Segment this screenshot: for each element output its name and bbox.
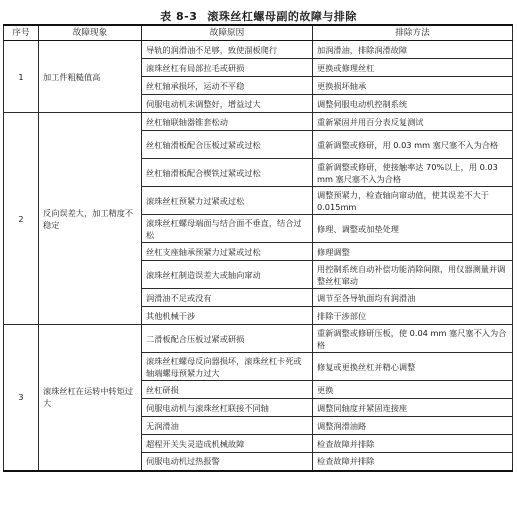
row-number: 3	[4, 325, 39, 471]
fault-cause: 滚珠丝杠有局部拉毛或研损	[142, 59, 313, 77]
fault-cause: 二滑板配合压板过紧或研损	[142, 325, 313, 353]
fault-fix: 重新调整或修研，用 0.03 mm 塞尺塞不入为合格	[313, 131, 513, 159]
fault-fix: 更换损坏轴承	[313, 77, 513, 95]
fault-cause: 丝杠轴联轴器锥套松动	[142, 113, 313, 131]
fault-fix: 检查故障并排除	[313, 435, 513, 453]
fault-cause: 丝杠轴承损坏，运动不平稳	[142, 77, 313, 95]
fault-cause: 丝杠支座轴承预紧力过紧或过松	[142, 243, 313, 261]
fault-cause: 导轨的润滑油不足够，致使溜板爬行	[142, 41, 313, 59]
fault-table	[3, 24, 513, 472]
fault-cause: 丝杠轴滑板配合压板过紧或过松	[142, 131, 313, 159]
table-row	[4, 113, 513, 131]
header-cause: 故障原因	[142, 25, 313, 41]
fault-cause: 润滑油不足或没有	[142, 289, 313, 307]
fault-fix: 重新紧固并用百分表反复测试	[313, 113, 513, 131]
table-caption	[0, 8, 517, 24]
fault-cause: 其他机械干涉	[142, 307, 313, 325]
fault-cause: 伺服电动机与滚珠丝杠联接不同轴	[142, 399, 313, 417]
row-number: 1	[4, 41, 39, 113]
fault-fix: 调整伺服电动机控制系统	[313, 95, 513, 113]
fault-fix: 调整同轴度并紧固连接座	[313, 399, 513, 417]
row-number: 2	[4, 113, 39, 325]
fault-fix: 更换	[313, 381, 513, 399]
fault-cause: 丝杠轴滑板配合楔铁过紧或过松	[142, 159, 313, 187]
fault-phenomenon: 反向误差大，加工精度不稳定	[39, 113, 142, 325]
fault-cause: 滚珠丝杠预紧力过紧或过松	[142, 187, 313, 215]
fault-fix: 调整预紧力，检查轴向窜动值，使其误差不大于 0.015mm	[313, 187, 513, 215]
fault-cause: 滚珠丝杠螺母端面与结合面不垂直，结合过松	[142, 215, 313, 243]
fault-fix: 检查故障并排除	[313, 453, 513, 471]
fault-cause: 伺服电动机未调整好，增益过大	[142, 95, 313, 113]
fault-cause: 无润滑油	[142, 417, 313, 435]
fault-phenomenon: 加工件粗糙值高	[39, 41, 142, 113]
fault-cause: 伺服电动机过热报警	[142, 453, 313, 471]
fault-fix: 用控制系统自动补偿功能消除间隙，用仪器测量并调整丝杠窜动	[313, 261, 513, 289]
fault-fix: 调整润滑油路	[313, 417, 513, 435]
fault-fix: 修理、调整或加垫处理	[313, 215, 513, 243]
fault-cause: 超程开关失灵造成机械故障	[142, 435, 313, 453]
fault-cause: 丝杠研损	[142, 381, 313, 399]
fault-fix: 重新调整或修研压板，使 0.04 mm 塞尺塞不入为合格	[313, 325, 513, 353]
table-title: 滚珠丝杠螺母副的故障与排除	[207, 10, 357, 23]
table-row	[4, 325, 513, 353]
fault-fix: 修复或更换丝杠并精心调整	[313, 353, 513, 381]
fault-fix: 修理调整	[313, 243, 513, 261]
header-phenomenon: 故障现象	[39, 25, 142, 41]
fault-fix: 排除干涉部位	[313, 307, 513, 325]
fault-phenomenon: 滚珠丝杠在运转中转矩过大	[39, 325, 142, 471]
fault-fix: 调节至各导轨面均有润滑油	[313, 289, 513, 307]
header-no: 序号	[4, 25, 39, 41]
header-fix: 排除方法	[313, 25, 513, 41]
fault-cause: 滚珠丝杠制造误差大或轴向窜动	[142, 261, 313, 289]
fault-fix: 重新调整或修研，使接触率达 70%以上，用 0.03 mm 塞尺塞不入为合格	[313, 159, 513, 187]
table-row	[4, 41, 513, 59]
table-number: 表 8-3	[160, 10, 198, 23]
fault-fix: 加润滑油，排除润滑故障	[313, 41, 513, 59]
table-header-row	[4, 25, 513, 41]
fault-fix: 更换或修理丝杠	[313, 59, 513, 77]
fault-cause: 滚珠丝杠螺母反向器损坏，滚珠丝杠卡死或轴端螺母预紧力过大	[142, 353, 313, 381]
